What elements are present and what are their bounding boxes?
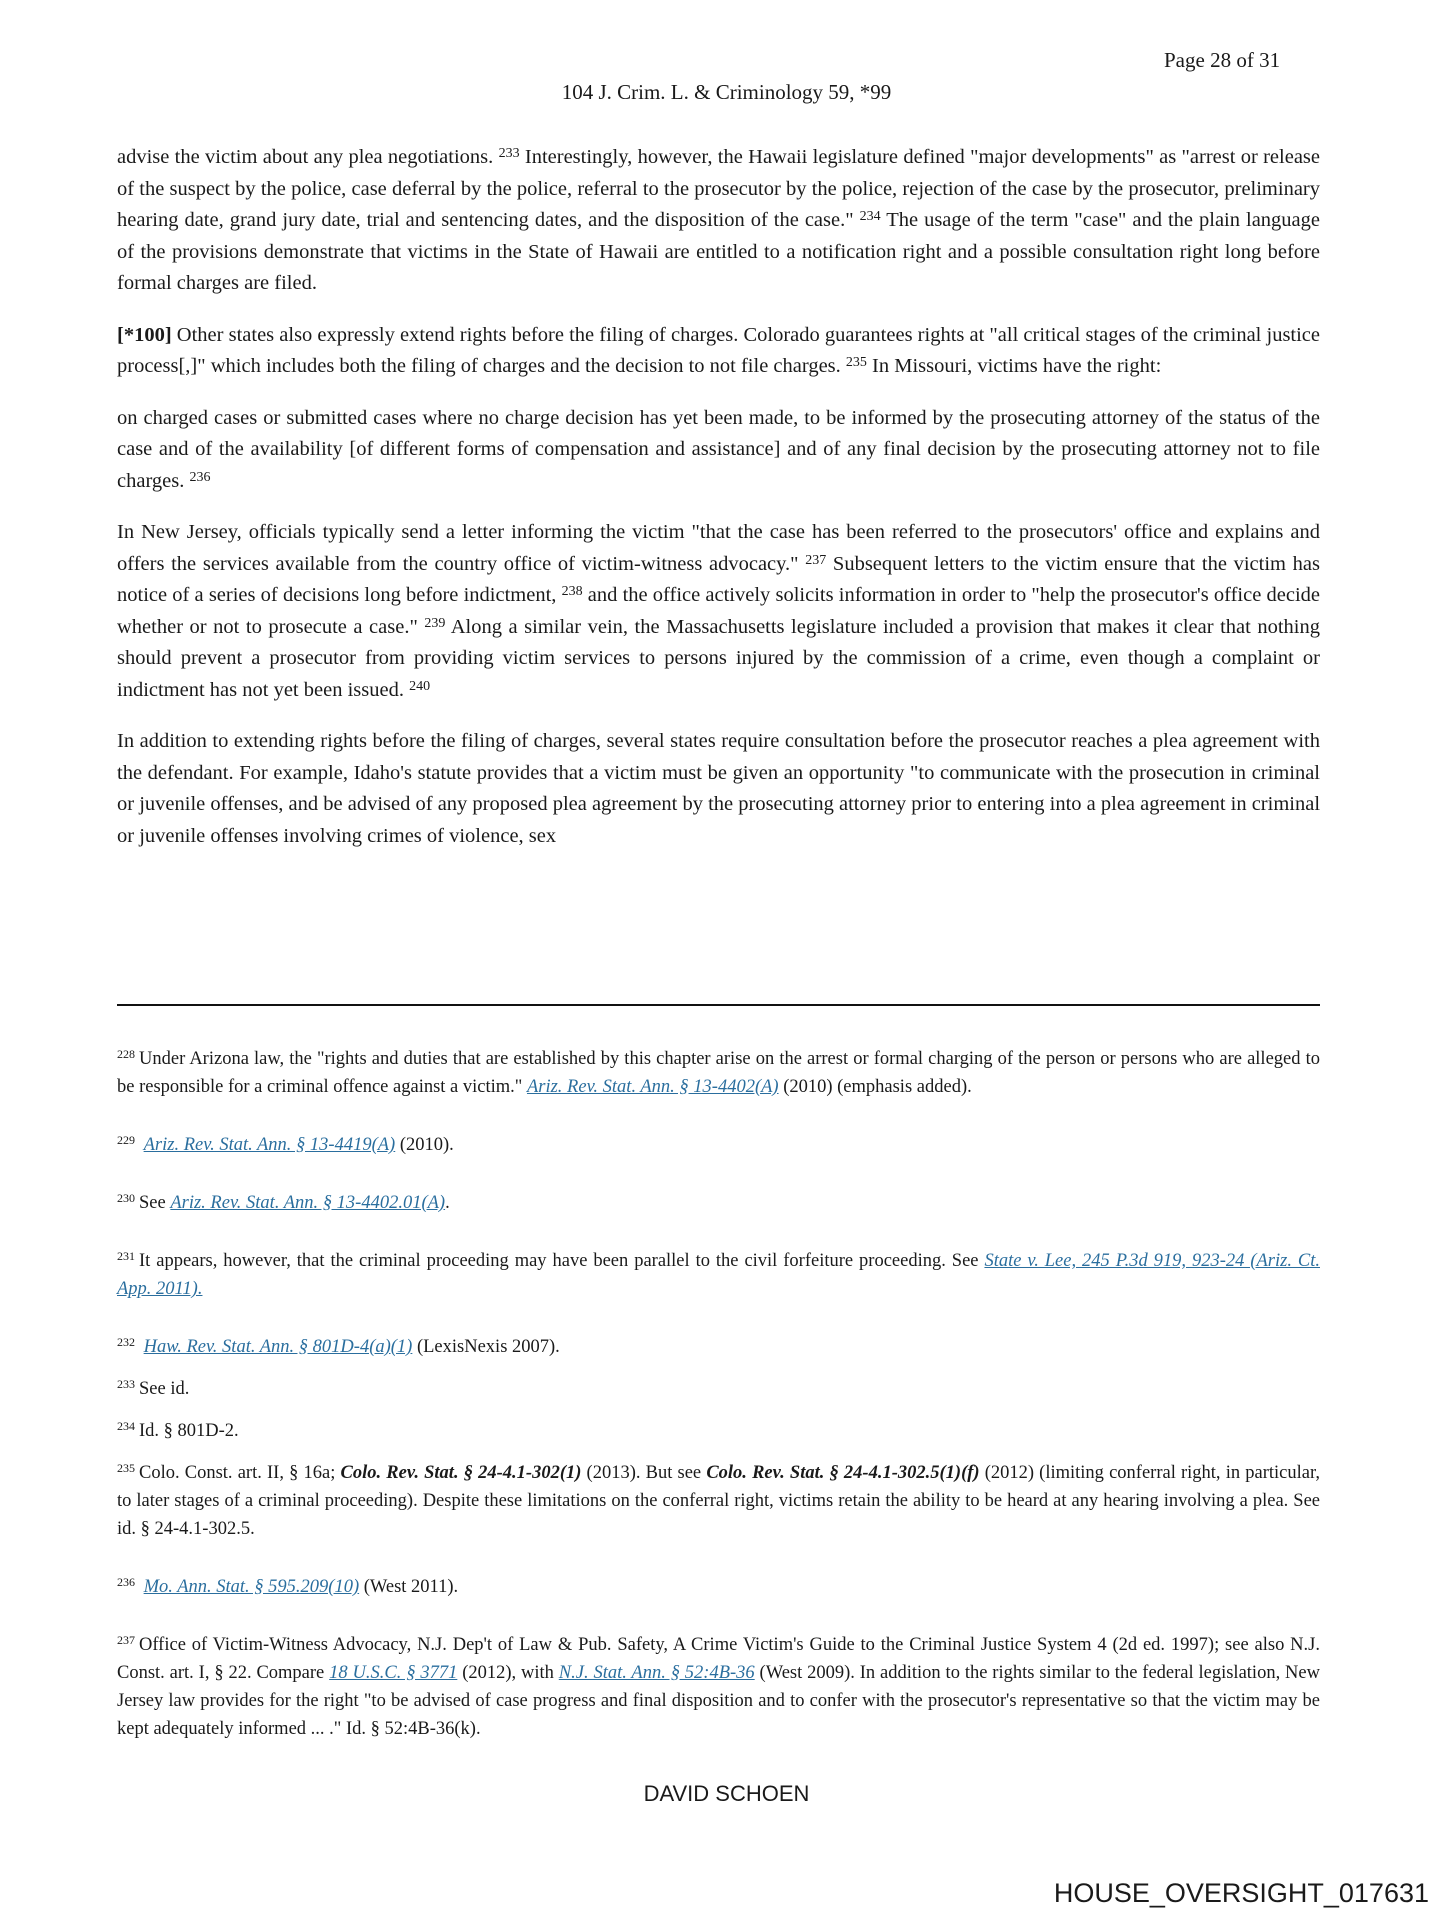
text-run: (West 2011). [359,1577,459,1597]
footnote-number: 236 [117,1575,135,1589]
citation-link[interactable]: State v. Lee, 245 P.3d 919, 923-24 (Ariz. Ct. App. 2011). [117,1251,1320,1299]
text-run: advise the victim about any plea negotiations. [117,146,499,168]
author-footer: DAVID SCHOEN [643,1781,810,1806]
footnote-divider [117,1004,1320,1006]
running-head-citation: 104 J. Crim. L. & Criminology 59, *99 [561,80,892,104]
text-run: (West 2009). In addition to the rights similar to the federal legislation, New Jersey law provides for the right "to be advised of case progress and final disposition and to confer with the prosecutor's representative so that the victim may be kept adequately informed ... ." Id. § 52:4B-36(k). [117,1663,1320,1739]
statute-citation: Colo. Rev. Stat. § 24-4.1-302(1) [340,1463,582,1483]
text-run: (2012), with [457,1663,559,1683]
citation-link[interactable]: 18 U.S.C. § 3771 [329,1663,458,1683]
footnotes-section [117,1045,1320,1773]
text-run: See id. [139,1379,190,1399]
text-run: (2013). But see [581,1463,707,1483]
footnote-reference: 240 [409,678,431,694]
paragraph-new-jersey [117,517,1320,706]
text-run: The usage of the term "case" and the plain language of the provisions demonstrate that victims in the State of Hawaii are entitled to a notification right and a possible consultation right long before formal charges are filed. [117,209,1320,294]
text-run: Colo. Const. art. II, § 16a; [139,1463,341,1483]
text-run: Other states also expressly extend rights before the filing of charges. Colorado guarantees rights at "all critical stages of the criminal justice process[,]" which includes both the filing of charges and the decision to not file charges. [117,323,1321,377]
footnote-233 [117,1375,1320,1403]
body-text [117,142,1320,872]
paragraph-other-states [117,320,1320,383]
citation-link[interactable]: Haw. Rev. Stat. Ann. § 801D-4(a)(1) [143,1337,413,1357]
footnote-reference: 238 [561,584,583,599]
text-run: It appears, however, that the criminal proceeding may have been parallel to the civil forfeiture proceeding. See [139,1251,985,1271]
footnote-232 [117,1333,1320,1361]
footnote-number: 232 [117,1335,135,1349]
paragraph-hawaii [117,142,1320,300]
bates-number: HOUSE_OVERSIGHT_017631 [1053,1878,1429,1908]
footnote-235 [117,1459,1320,1543]
footnote-237 [117,1631,1320,1743]
text-run: In addition to extending rights before the filing of charges, several states require consultation before the prosecutor reaches a plea agreement with the defendant. For example, Idaho's statute provides that a victim must be given an opportunity "to communicate with the prosecution in criminal or juvenile offenses, and be advised of any proposed plea agreement by the prosecuting attorney prior to entering into a plea agreement in criminal or juvenile offenses involving crimes of violence, sex [117,730,1321,847]
text-run: on charged cases or submitted cases where no charge decision has yet been made, to be informed by the prosecuting attorney of the status of the case and of the availability [of different forms of compensation and assistance] and of any final decision by the prosecuting attorney not to file charges. [117,406,1320,492]
citation-link[interactable]: N.J. Stat. Ann. § 52:4B-36 [558,1663,755,1683]
citation-link[interactable]: Ariz. Rev. Stat. Ann. § 13-4402.01(A) [170,1193,446,1213]
footnote-234 [117,1417,1320,1445]
text-run: In Missouri, victims have the right: [866,355,1162,377]
footnote-number: 229 [117,1133,135,1147]
footnote-reference: 237 [805,552,827,568]
footnote-229 [117,1131,1320,1159]
block-quote-missouri [117,403,1320,498]
citation-link[interactable]: Ariz. Rev. Stat. Ann. § 13-4402(A) [526,1077,779,1097]
text-run: (2012) (limiting conferral right, in particular, to later stages of a criminal proceeding). Despite these limitations on the conferral right, victims retain the ability to be heard at any hearing involving a plea. See id. § 24-4.1-302.5. [117,1463,1321,1539]
footnote-number: 233 [117,1377,135,1391]
text-run: and the office actively solicits information in order to "help the prosecutor's office decide whether or not to prosecute a case." [117,584,1320,638]
text-run: Interestingly, however, the Hawaii legislature defined "major developments" as "arrest or release of the suspect by the police, case deferral by the police, referral to the prosecutor by the police, rejection of the case by the prosecutor, preliminary hearing date, grand jury date, trial and sentencing dates, and the disposition of the case." [117,146,1320,231]
footnote-number: 234 [117,1419,135,1433]
text-run: Office of Victim-Witness Advocacy, N.J. Dep't of Law & Pub. Safety, A Crime Victim's Guide to the Criminal Justice System 4 (2d ed. 1997); see also N.J. Const. art. I, § 22. Compare [117,1635,1320,1683]
footnote-number: 230 [117,1191,135,1205]
text-run: . [445,1193,450,1213]
footnote-reference: 233 [498,146,520,161]
citation-link[interactable]: Ariz. Rev. Stat. Ann. § 13-4419(A) [143,1135,396,1155]
star-page-marker: [*100] [117,323,177,346]
text-run: Id. § 801D-2. [139,1421,239,1441]
text-run: (2010). [395,1135,454,1155]
footnote-231 [117,1247,1320,1303]
footnote-number: 237 [117,1633,135,1647]
text-run: See [139,1193,171,1213]
footnote-230 [117,1189,1320,1217]
text-run: (LexisNexis 2007). [412,1337,560,1357]
page-number: Page 28 of 31 [1164,48,1281,72]
text-run: (2010) (emphasis added). [778,1077,972,1097]
footnote-reference: 235 [845,355,867,370]
text-run: In New Jersey, officials typically send a letter informing the victim "that the case has been referred to the prosecutors' office and explains and offers the services available from the country office of victim-witness advocacy." [117,521,1320,575]
footnote-number: 235 [117,1461,135,1475]
paragraph-plea-consultation [117,726,1320,852]
text-run: Under Arizona law, the "rights and duties that are established by this chapter arise on the arrest or formal charging of the person or persons who are alleged to be responsible for a criminal offence against a victim." [117,1049,1320,1097]
citation-link[interactable]: Mo. Ann. Stat. § 595.209(10) [143,1577,360,1597]
statute-citation: Colo. Rev. Stat. § 24-4.1-302.5(1)(f) [706,1463,980,1483]
footnote-reference: 239 [424,615,446,631]
text-run: Along a similar vein, the Massachusetts legislature included a provision that makes it clear that nothing should prevent a prosecutor from providing victim services to persons injured by the commission of a crime, even though a complaint or indictment has not yet been issued. [117,615,1321,701]
footnote-reference: 236 [189,469,211,485]
footnote-number: 231 [117,1249,135,1263]
text-run: Subsequent letters to the victim ensure that the victim has notice of a series of decisions long before indictment, [117,552,1320,606]
footnote-236 [117,1573,1320,1601]
footnote-228 [117,1045,1320,1101]
footnote-number: 228 [117,1047,135,1061]
footnote-reference: 234 [859,209,881,224]
